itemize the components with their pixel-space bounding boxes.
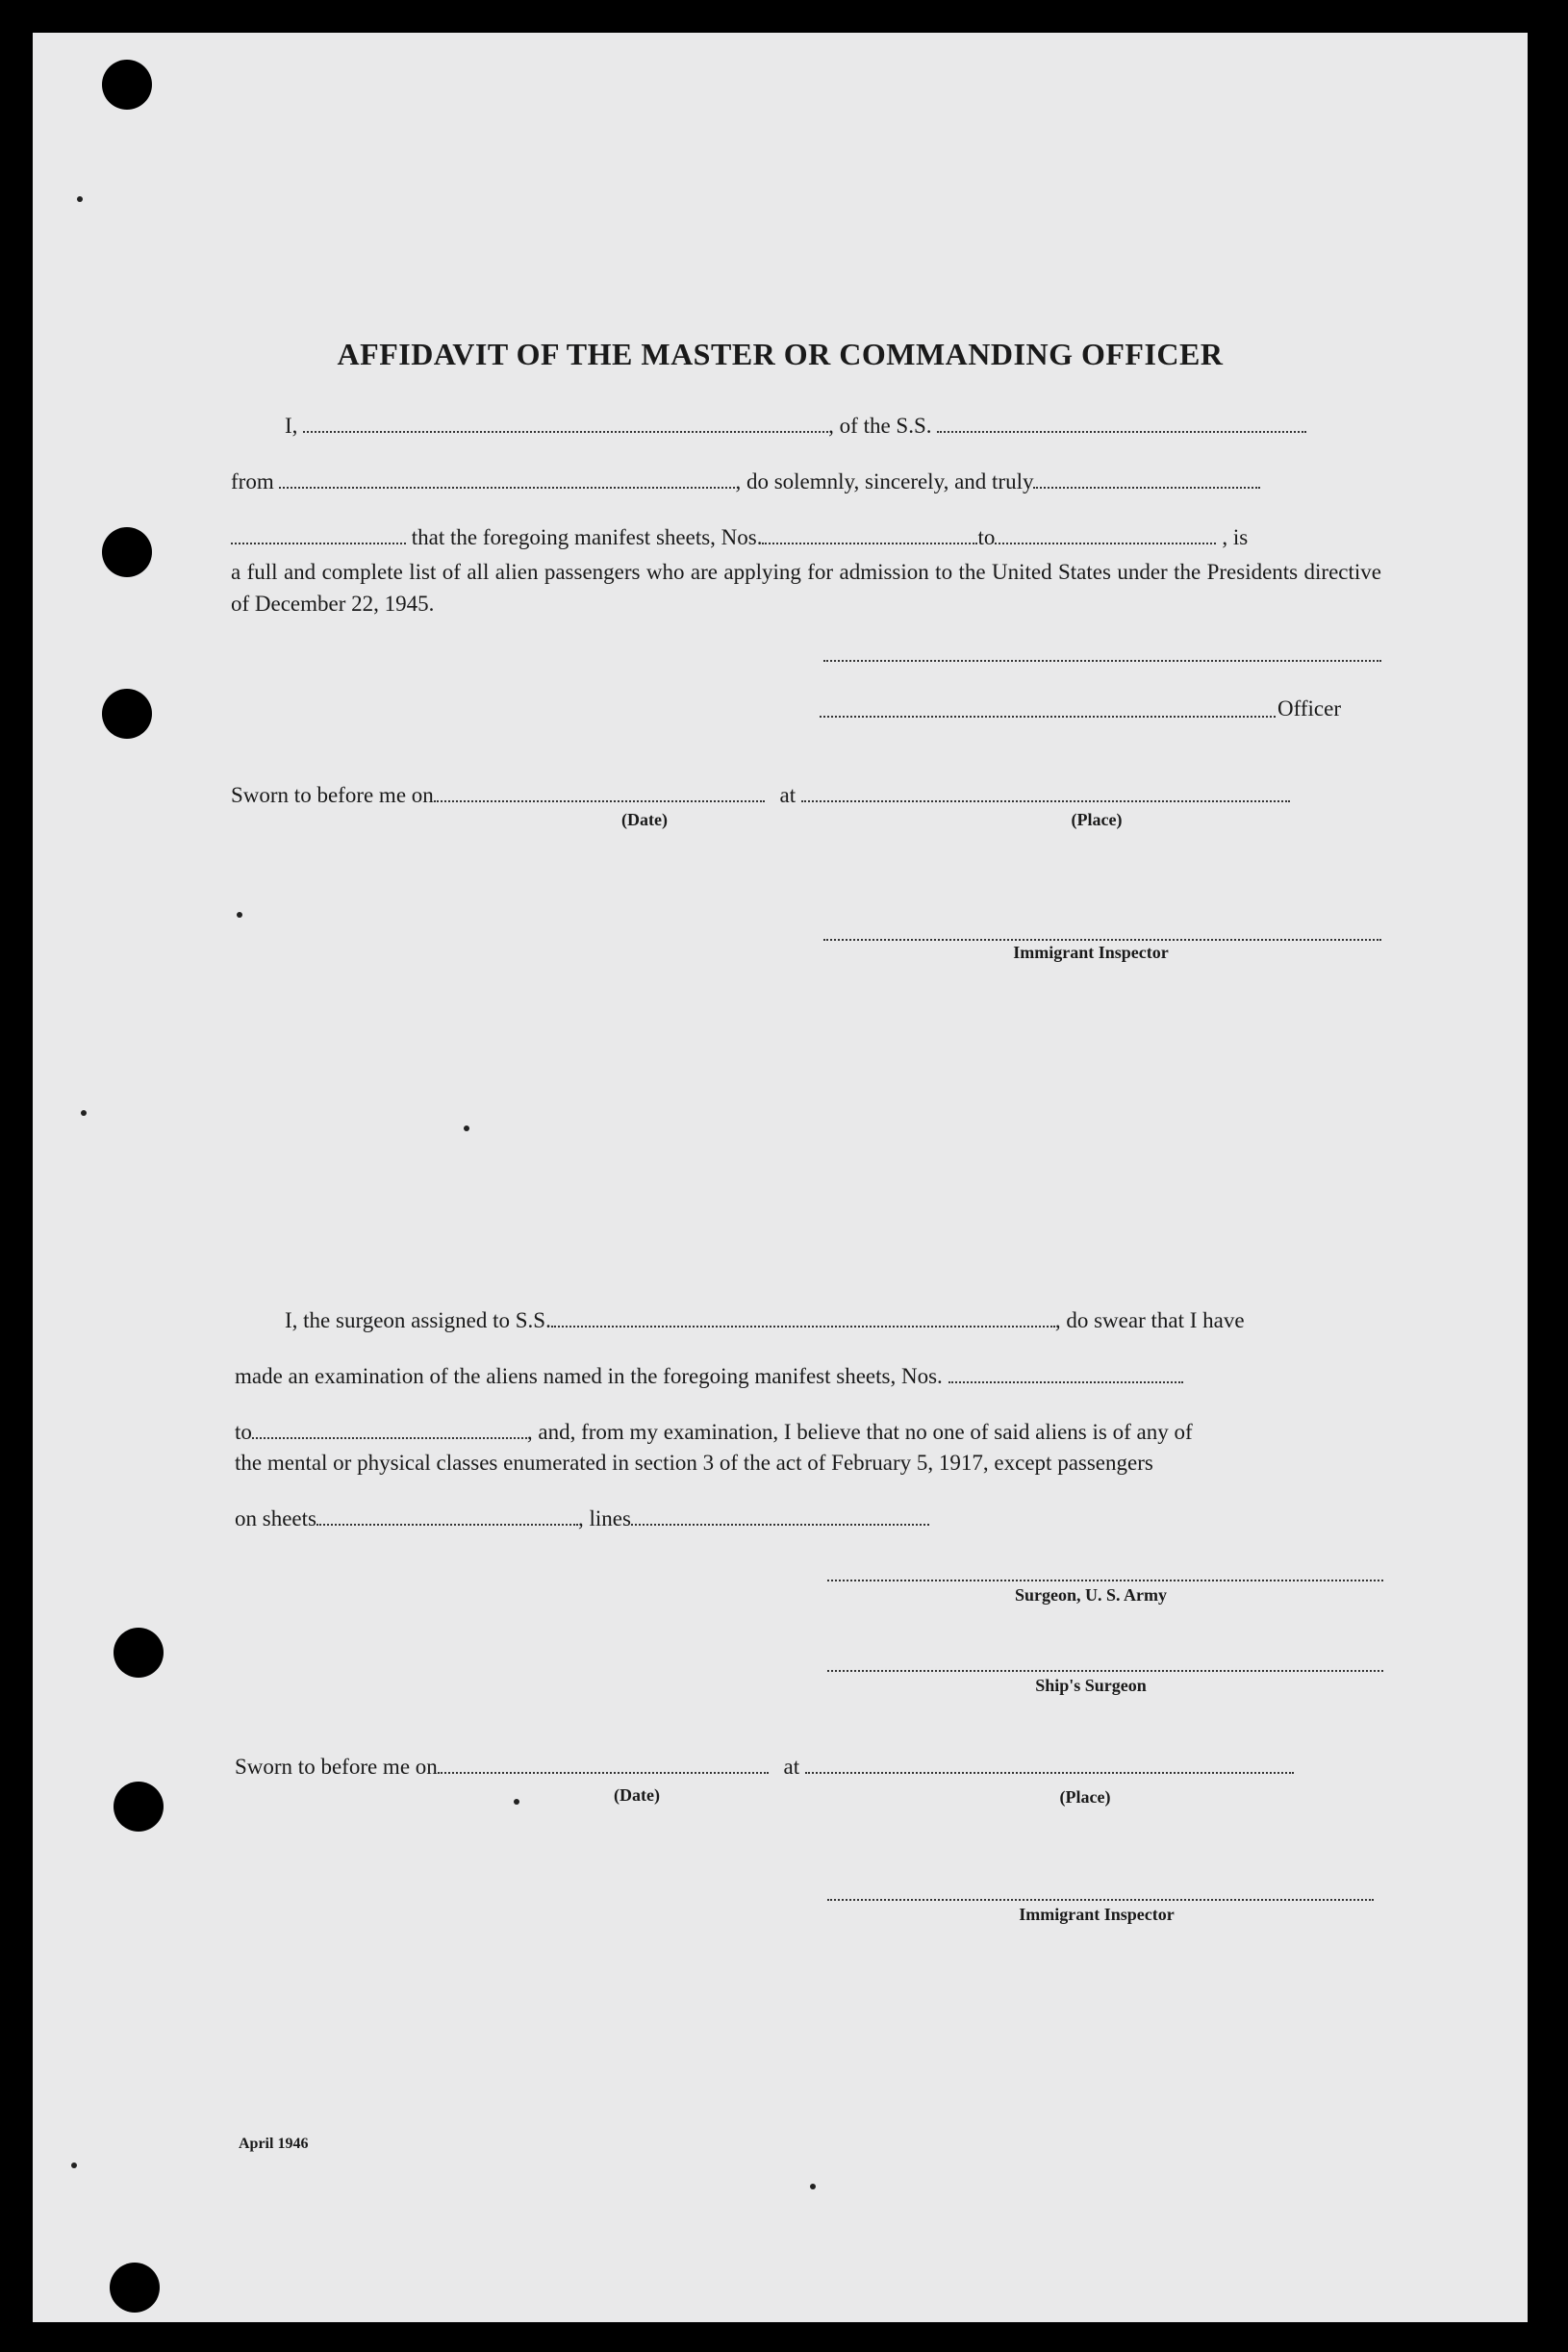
punch-hole bbox=[114, 1782, 164, 1832]
sheet-from-field[interactable] bbox=[762, 525, 977, 544]
text-to: to bbox=[235, 1420, 252, 1444]
document-page bbox=[33, 33, 1528, 2322]
text-at: at bbox=[783, 1755, 800, 1779]
officer-signature-line[interactable] bbox=[823, 660, 1381, 662]
line-name-ship bbox=[285, 412, 1306, 441]
army-surgeon-signature-line[interactable] bbox=[827, 1580, 1383, 1581]
officer-title-line[interactable] bbox=[820, 716, 1276, 718]
speck bbox=[71, 2162, 77, 2168]
text-swear: , do swear that I have bbox=[1054, 1308, 1245, 1332]
surgeon-sworn-place-field[interactable] bbox=[805, 1755, 1294, 1774]
text-is: , is bbox=[1222, 525, 1249, 549]
name-field[interactable] bbox=[303, 414, 828, 433]
punch-hole bbox=[110, 2263, 160, 2313]
line-from bbox=[231, 468, 1260, 496]
text-lines: , lines bbox=[577, 1506, 631, 1530]
text-sworn: Sworn to before me on bbox=[231, 783, 434, 807]
line-sworn-master bbox=[231, 781, 1290, 810]
punch-hole bbox=[102, 527, 152, 577]
speck bbox=[464, 1125, 469, 1131]
speck bbox=[810, 2184, 816, 2189]
form-title: AFFIDAVIT OF THE MASTER OR COMMANDING OFFICER bbox=[337, 337, 1224, 371]
speck bbox=[237, 912, 242, 918]
sworn-place-field[interactable] bbox=[801, 783, 1290, 802]
text-to: to bbox=[977, 525, 996, 549]
line-mental bbox=[235, 1449, 1153, 1478]
oath-word-field[interactable] bbox=[231, 525, 406, 544]
text-sworn: Sworn to before me on bbox=[235, 1755, 438, 1779]
line-surgeon-ship bbox=[285, 1306, 1245, 1335]
text-i-surgeon: I, the surgeon assigned to S.S. bbox=[285, 1308, 551, 1332]
text-foregoing: that the foregoing manifest sheets, Nos. bbox=[411, 525, 763, 549]
inspector-signature-line[interactable] bbox=[827, 1899, 1374, 1901]
except-sheets-field[interactable] bbox=[316, 1506, 578, 1526]
line-sworn-surgeon bbox=[235, 1753, 1294, 1782]
surgeon-ship-field[interactable] bbox=[551, 1308, 1055, 1328]
text-from: from bbox=[231, 469, 274, 493]
text-i: I, bbox=[285, 414, 298, 438]
exam-sheet-to-field[interactable] bbox=[252, 1420, 527, 1439]
place-caption: (Place) bbox=[1059, 1787, 1111, 1807]
punch-hole bbox=[102, 60, 152, 110]
except-lines-field[interactable] bbox=[631, 1506, 929, 1526]
inspector-caption: Immigrant Inspector bbox=[1013, 943, 1169, 962]
text-solemnly: , do solemnly, sincerely, and truly bbox=[735, 469, 1034, 493]
surgeon-sworn-date-field[interactable] bbox=[438, 1755, 769, 1774]
oath-verb-field[interactable] bbox=[1033, 469, 1260, 489]
speck bbox=[514, 1799, 519, 1805]
form-date-footer: April 1946 bbox=[239, 2136, 309, 2152]
text-at: at bbox=[779, 783, 797, 807]
inspector-caption: Immigrant Inspector bbox=[1019, 1905, 1175, 1924]
list-statement: a full and complete list of all alien passengers who are applying for admission to the United States under the Presidents directive of December 22, 1945. bbox=[231, 560, 1381, 616]
sheet-to-field[interactable] bbox=[995, 525, 1216, 544]
date-caption: (Date) bbox=[621, 810, 668, 829]
ship-surgeon-signature-line[interactable] bbox=[827, 1670, 1383, 1672]
speck bbox=[81, 1110, 87, 1116]
line-sheets bbox=[231, 523, 1248, 552]
line-on-sheets bbox=[235, 1505, 929, 1533]
sworn-date-field[interactable] bbox=[434, 783, 765, 802]
from-port-field[interactable] bbox=[279, 469, 735, 489]
officer-label: Officer bbox=[1277, 696, 1341, 721]
text-of-ss: , of the S.S. bbox=[828, 414, 932, 438]
line-to-exam bbox=[235, 1418, 1193, 1447]
punch-hole bbox=[114, 1628, 164, 1678]
ship-surgeon-caption: Ship's Surgeon bbox=[1035, 1676, 1147, 1695]
speck bbox=[77, 196, 83, 202]
punch-hole bbox=[102, 689, 152, 739]
place-caption: (Place) bbox=[1071, 810, 1123, 829]
ship-name-field[interactable] bbox=[937, 414, 1306, 433]
exam-sheet-from-field[interactable] bbox=[948, 1364, 1183, 1383]
army-surgeon-caption: Surgeon, U. S. Army bbox=[1014, 1585, 1167, 1605]
inspector-signature-line[interactable] bbox=[823, 939, 1381, 941]
date-caption: (Date) bbox=[614, 1785, 660, 1805]
text-and-from: , and, from my examination, I believe that no one of said aliens is of any of bbox=[526, 1420, 1193, 1444]
line-made-exam bbox=[235, 1362, 1183, 1391]
text-on-sheets: on sheets bbox=[235, 1506, 316, 1530]
text-mental: the mental or physical classes enumerated in section 3 of the act of February 5, 1917, except passengers bbox=[235, 1451, 1153, 1475]
text-made-exam: made an examination of the aliens named in the foregoing manifest sheets, Nos. bbox=[235, 1364, 943, 1388]
